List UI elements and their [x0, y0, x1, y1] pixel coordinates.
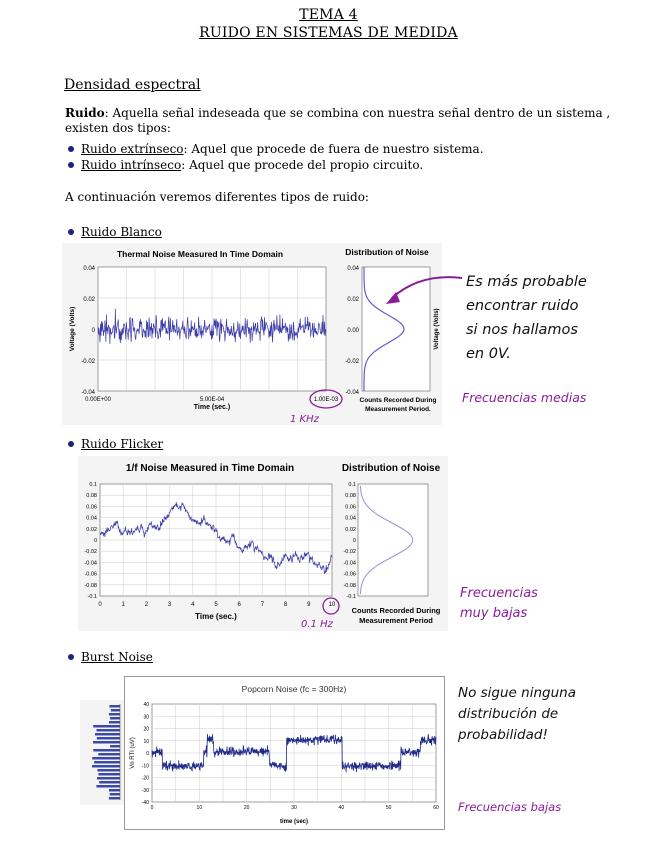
flicker-xtick: 3: [167, 602, 172, 608]
arrow-icon: [380, 268, 470, 308]
flicker-xtick: 8: [283, 602, 288, 608]
burst-figure: [124, 676, 445, 830]
bullet-icon: [68, 146, 74, 152]
flicker-xtick: 1: [121, 602, 125, 608]
note-line: Es más probable: [466, 274, 587, 290]
histogram-bar: [99, 781, 120, 784]
item-text: : Aquel que procede del propio circuito.: [181, 158, 424, 172]
histogram-bar: [97, 769, 120, 772]
flicker-dist-tick: 0.1: [348, 482, 356, 488]
blanco-ytick: 0.04: [83, 266, 95, 272]
histogram-bar: [97, 729, 120, 732]
item-label: Ruido extrínseco: [81, 142, 184, 156]
flicker-ytick: -0.06: [84, 571, 97, 578]
flicker-dist-caption: Counts Recorded During: [351, 606, 441, 615]
burst-note: [458, 683, 576, 746]
intro-bold-word: Ruido: [65, 106, 105, 120]
histogram-bar: [97, 737, 120, 740]
blanco-chart-title: Thermal Noise Measured In Time Domain: [116, 249, 284, 259]
flicker-figure: [78, 456, 448, 631]
blanco-ytick: -0.02: [81, 359, 95, 365]
flicker-dist-area: [358, 484, 428, 596]
blanco-dist-ylabel: Voltage (Volts): [434, 308, 440, 350]
blanco-dist-caption: Counts Recorded During: [359, 397, 437, 404]
burst-xtick: 0: [150, 805, 154, 811]
histogram-bar: [96, 785, 120, 788]
burst-ytick: -30: [141, 787, 149, 794]
histogram-bar: [95, 733, 120, 736]
flicker-dist-tick: -0.02: [343, 549, 356, 556]
burst-xtick: 10: [196, 805, 203, 811]
burst-heading: [68, 650, 153, 665]
burst-ytick: 0: [146, 751, 149, 757]
blanco-ytick: -0.04: [81, 390, 95, 396]
histogram-bar: [109, 713, 120, 716]
burst-ytick: -10: [141, 763, 149, 770]
tema-number: TEMA 4: [299, 7, 358, 23]
flicker-xtick: 9: [307, 602, 311, 608]
section-title: Densidad espectral: [64, 77, 201, 93]
intro-text-2: existen dos tipos:: [65, 121, 171, 135]
flicker-xtick: 2: [144, 602, 149, 608]
blanco-xlabel: Time (sec.): [193, 404, 231, 411]
histogram-bar: [92, 765, 120, 768]
page-title: RUIDO EN SISTEMAS DE MEDIDA: [199, 25, 458, 41]
flicker-ytick: -0.04: [84, 560, 97, 567]
blanco-heading: [68, 225, 162, 240]
histogram-bar: [93, 749, 120, 752]
histogram-bar: [93, 725, 120, 728]
note-line: probabilidad!: [458, 727, 548, 743]
flicker-xtick: 4: [191, 602, 195, 608]
note-line: encontrar ruido: [466, 298, 579, 314]
blanco-dist-tick: -0.02: [345, 359, 359, 365]
flicker-ytick: 0.02: [86, 526, 97, 533]
flicker-xtick: 7: [260, 602, 265, 608]
bullet-icon: [68, 162, 74, 168]
histogram-bar: [97, 777, 120, 780]
item-text: : Aquel que procede de fuera de nuestro sistema.: [183, 142, 484, 156]
blanco-ytick: 0: [91, 328, 95, 334]
flicker-heading: [68, 437, 163, 452]
flicker-dist-tick: 0.06: [345, 504, 356, 511]
histogram-bar: [94, 761, 120, 764]
histogram-bar: [92, 757, 120, 760]
histogram-bar: [98, 753, 120, 756]
burst-ytick: 20: [143, 726, 149, 733]
burst-xtick: 50: [385, 805, 392, 811]
blanco-xtick: 5.00E-04: [199, 397, 225, 403]
flicker-chart-title: 1/f Noise Measured in Time Domain: [125, 463, 295, 474]
note-line: distribución de: [458, 706, 559, 722]
flicker-dist-tick: 0.04: [345, 515, 356, 522]
blanco-dist-tick: 0.04: [347, 266, 359, 272]
histogram-bar: [98, 773, 120, 776]
histogram-bar: [109, 705, 120, 708]
flicker-dist-tick: -0.04: [343, 560, 356, 567]
flicker-xtick: 0: [98, 602, 102, 608]
continuation-text: A continuación veremos diferentes tipos de ruido:: [65, 190, 369, 204]
burst-xtick: 30: [291, 805, 297, 811]
blanco-note: [466, 270, 587, 366]
blanco-dist-tick: 0.02: [347, 297, 359, 303]
note-line: en 0V.: [466, 346, 511, 362]
note-line: si nos hallamos: [466, 322, 578, 338]
burst-xtick: 60: [433, 805, 439, 811]
blanco-dist-tick: 0.00: [347, 328, 359, 334]
burst-ytick: 30: [143, 714, 149, 721]
item-label: Ruido intrínseco: [81, 158, 182, 172]
flicker-label: Ruido Flicker: [81, 437, 164, 451]
histogram-bar: [109, 721, 120, 724]
flicker-dist-tick: -0.08: [343, 582, 356, 589]
burst-xlabel: time (sec): [279, 819, 309, 825]
burst-ytick: 10: [143, 738, 149, 745]
flicker-ytick: 0.1: [89, 482, 97, 488]
bullet-icon: [68, 229, 74, 235]
bullet-icon: [68, 654, 74, 660]
blanco-dist-caption: Measurement Period.: [365, 406, 431, 413]
flicker-freq-note: [460, 584, 538, 624]
blanco-ytick: 0.02: [83, 297, 95, 303]
intro-paragraph: [65, 106, 625, 136]
flicker-xtick: 6: [237, 602, 241, 608]
flicker-dist-tick: 0.02: [345, 526, 356, 533]
histogram-bar: [111, 709, 120, 712]
intro-text-1: : Aquella señal indeseada que se combina con nuestra señal dentro de un sistema ,: [104, 106, 611, 120]
burst-xtick: 20: [243, 805, 250, 811]
flicker-ytick: 0.04: [86, 515, 97, 522]
blanco-xtick: 0.00E+00: [85, 397, 111, 403]
burst-chart-title: Popcorn Noise (fc = 300Hz): [241, 684, 347, 694]
flicker-dist-tick: -0.1: [346, 594, 356, 600]
blanco-freq-note: Frecuencias medias: [462, 390, 587, 405]
flicker-ytick: -0.08: [84, 582, 97, 589]
flicker-dist-tick: -0.06: [343, 571, 356, 578]
blanco-dist-title: Distribution of Noise: [345, 247, 429, 257]
burst-ytick: -20: [141, 775, 149, 782]
histogram-bar: [110, 745, 120, 748]
blanco-label: Ruido Blanco: [81, 225, 162, 239]
blanco-ylabel: Voltage (Volts): [69, 306, 76, 352]
flicker-xtick: 10: [328, 602, 336, 608]
flicker-ytick: 0: [93, 538, 97, 544]
list-item: [68, 158, 423, 173]
burst-label: Burst Noise: [81, 650, 153, 664]
burst-freq-note: Frecuencias bajas: [458, 800, 562, 814]
note-line: Frecuencias: [460, 586, 538, 601]
note-line: muy bajas: [460, 606, 528, 621]
burst-ylabel: Vn RTI (uV): [130, 737, 136, 769]
note-line: No sigue ninguna: [458, 685, 576, 701]
histogram-bar: [109, 797, 120, 800]
flicker-xlabel: Time (sec.): [195, 612, 237, 621]
flicker-dist-tick: 0: [352, 538, 356, 544]
flicker-ytick: 0.06: [86, 504, 97, 511]
burst-ytick: -40: [141, 800, 149, 806]
burst-histogram: [80, 700, 125, 805]
blanco-dist-tick: -0.04: [345, 390, 359, 396]
histogram-bar: [109, 789, 120, 792]
flicker-ytick: -0.02: [84, 549, 97, 556]
histogram-bar: [93, 741, 120, 744]
list-item: [68, 142, 484, 157]
flicker-ytick: 0.08: [86, 493, 97, 500]
flicker-dist-title: Distribution of Noise: [341, 463, 441, 474]
bullet-icon: [68, 441, 74, 447]
histogram-bar: [110, 717, 120, 720]
flicker-dist-tick: 0.08: [345, 493, 356, 500]
burst-ytick: 40: [143, 702, 149, 708]
burst-xtick: 40: [338, 805, 345, 811]
flicker-ytick: -0.1: [87, 594, 97, 600]
flicker-dist-caption: Measurement Period: [359, 616, 433, 625]
blanco-xtick: 1.00E-03: [313, 397, 339, 403]
flicker-xtick: 5: [214, 602, 218, 608]
flicker-circle-note: 0.1 Hz: [301, 619, 333, 630]
histogram-bar: [110, 793, 120, 796]
blanco-circle-note: 1 KHz: [290, 414, 319, 425]
